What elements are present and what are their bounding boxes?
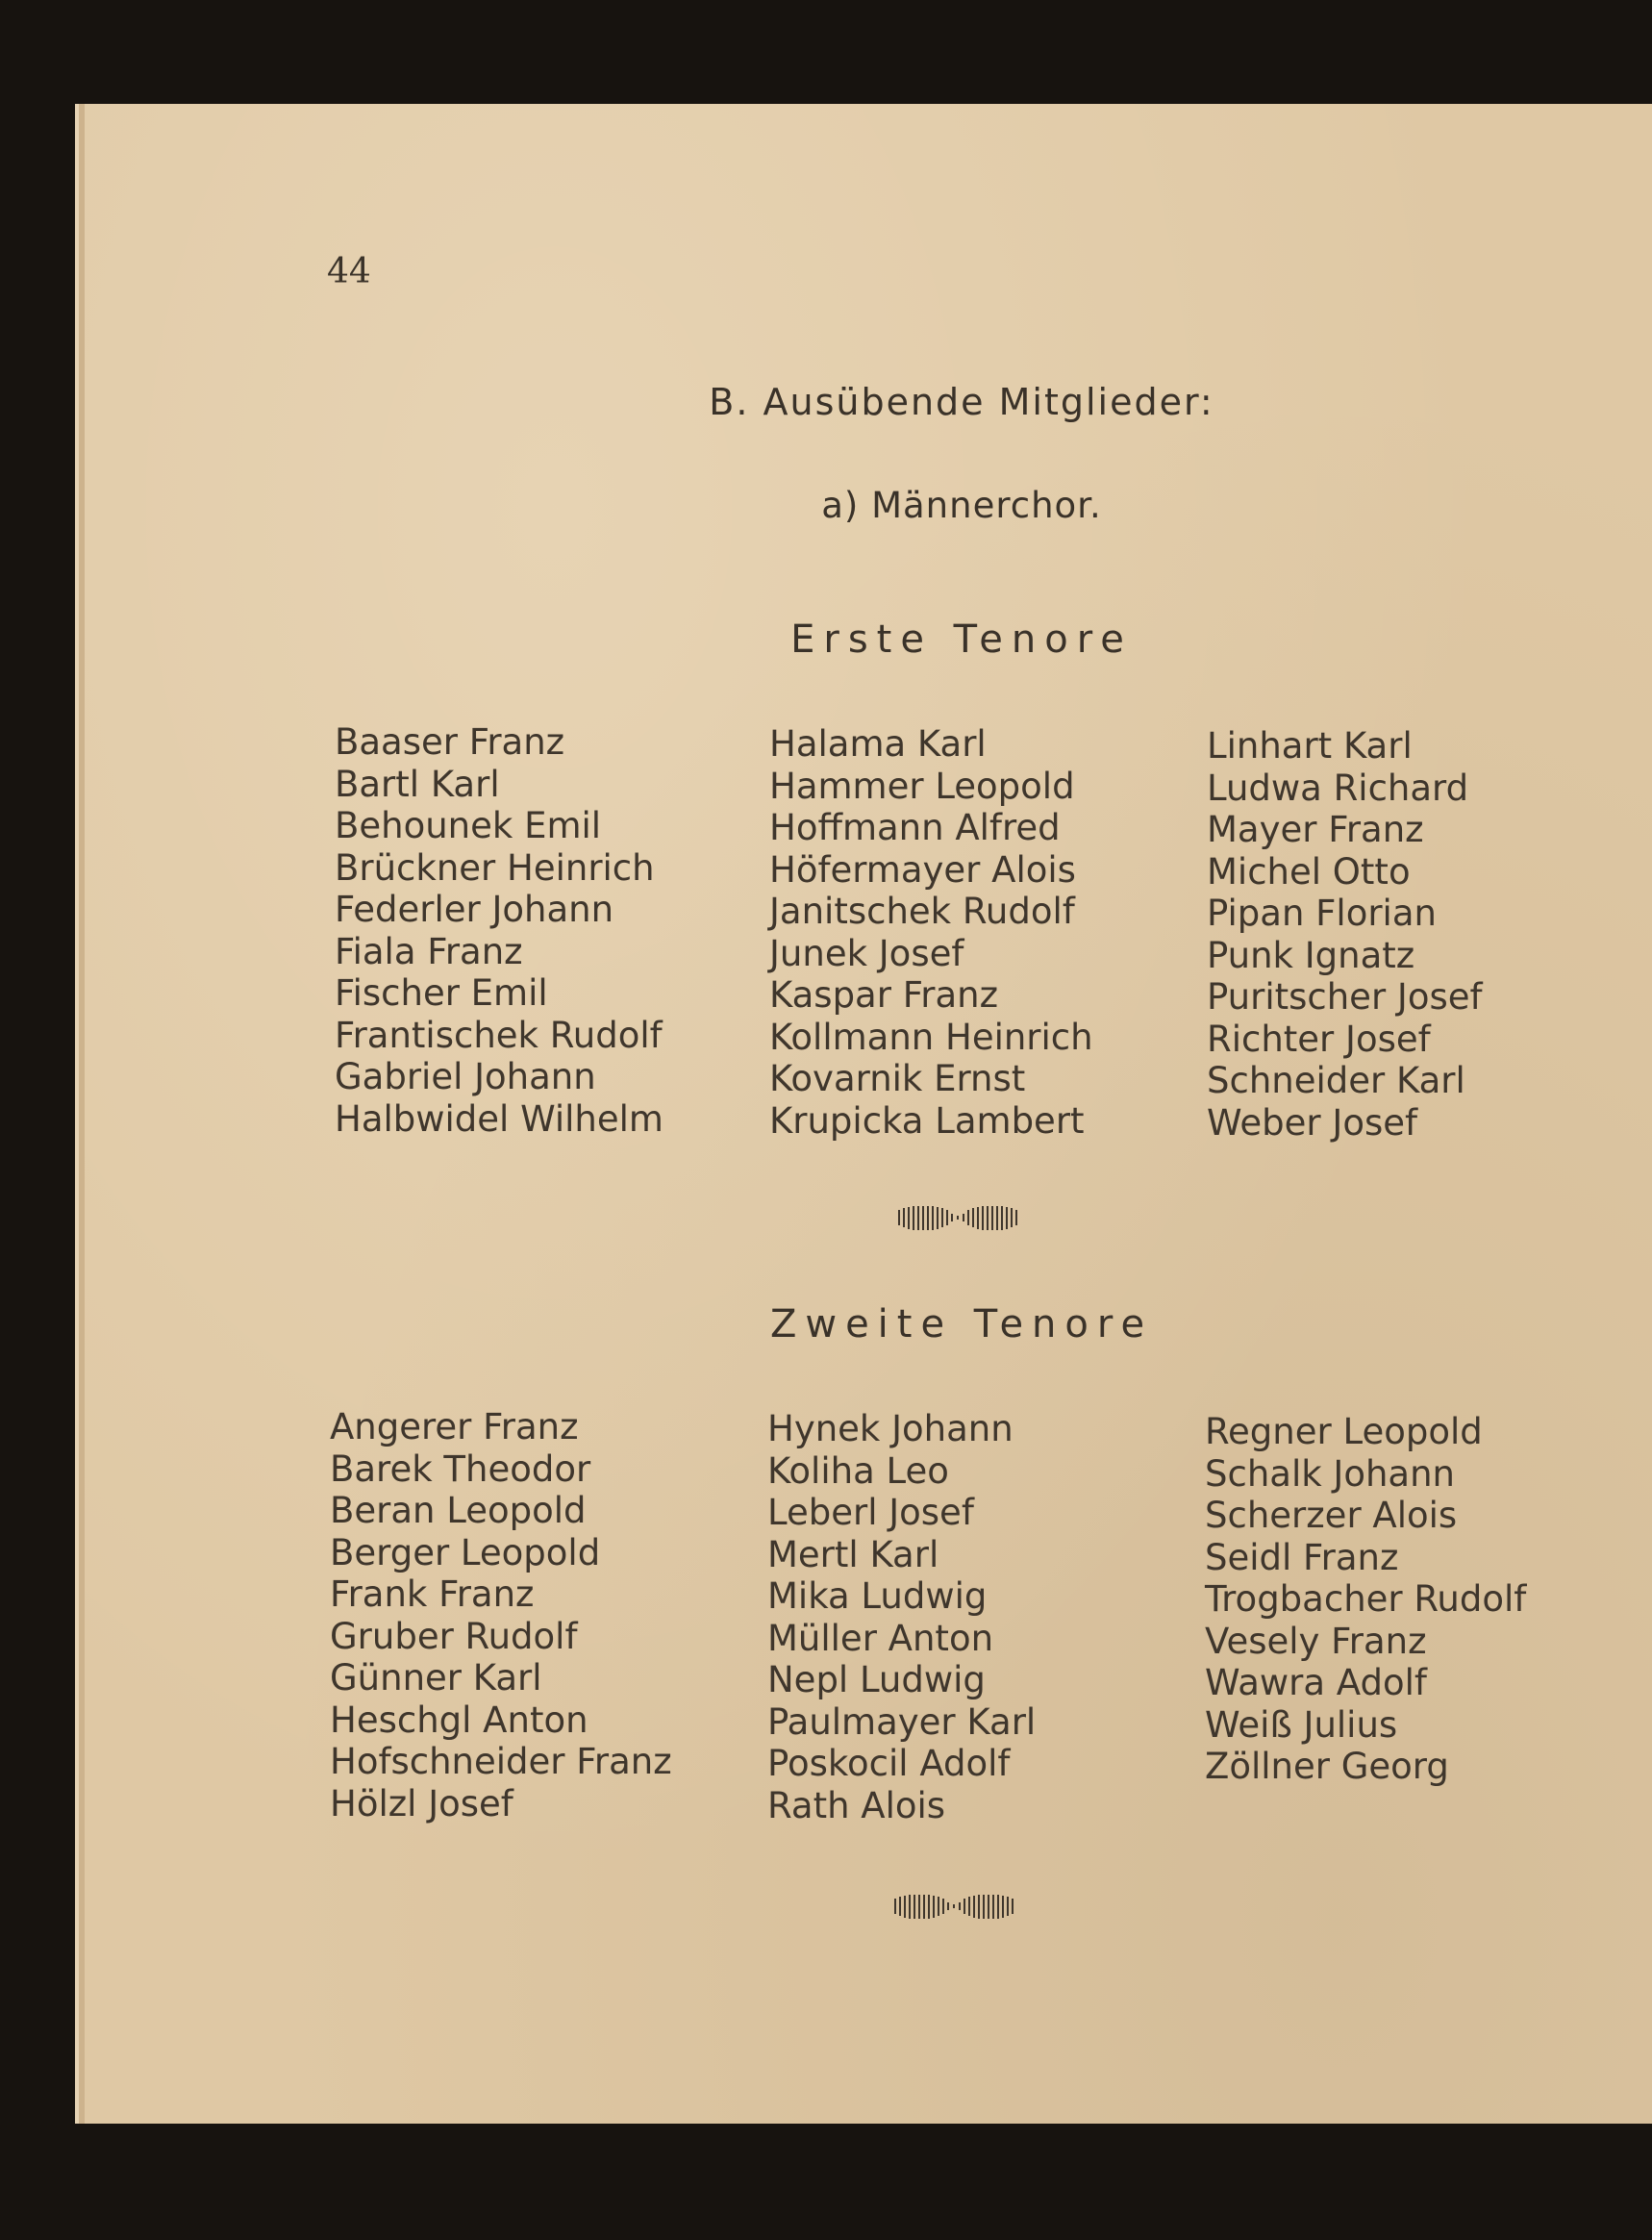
member-name: Mayer Franz <box>1207 809 1424 850</box>
member-name: Scherzer Alois <box>1205 1495 1458 1536</box>
member-name: Hölzl Josef <box>330 1782 513 1825</box>
member-name: Berger Leopold <box>330 1531 601 1573</box>
member-name: Höfermayer Alois <box>769 848 1076 891</box>
section-title: B. Ausübende Mitglieder: <box>709 381 1214 423</box>
member-name: Rath Alois <box>767 1784 946 1826</box>
member-name: Frantischek Rudolf <box>335 1014 663 1056</box>
voice-title-zweite-tenore: Zweite Tenore <box>769 1302 1154 1347</box>
voice-title-erste-tenore: Erste Tenore <box>790 617 1133 662</box>
member-name: Gabriel Johann <box>335 1056 596 1097</box>
member-name: Krupicka Lambert <box>769 1099 1085 1142</box>
member-name: Mika Ludwig <box>767 1575 988 1617</box>
member-name: Junek Josef <box>769 932 964 974</box>
member-column-3 <box>1205 1411 1526 1788</box>
member-name: Schneider Karl <box>1207 1060 1465 1101</box>
member-name: Hofschneider Franz <box>330 1741 672 1782</box>
member-name: Puritscher Josef <box>1207 976 1483 1018</box>
member-name: Pipan Florian <box>1207 893 1437 934</box>
member-name: Nepl Ludwig <box>767 1659 986 1700</box>
member-name: Hoffmann Alfred <box>769 807 1061 848</box>
member-name: Richter Josef <box>1207 1018 1431 1060</box>
member-column-3 <box>1207 725 1483 1144</box>
ornament-divider <box>892 1891 1017 1924</box>
member-name: Hammer Leopold <box>769 765 1075 807</box>
member-name: Weber Josef <box>1207 1101 1418 1144</box>
member-name: Günner Karl <box>330 1657 542 1699</box>
member-column-2 <box>769 723 1093 1142</box>
member-name: Zöllner Georg <box>1205 1746 1449 1787</box>
member-name: Punk Ignatz <box>1207 934 1415 976</box>
member-name: Heschgl Anton <box>330 1699 588 1741</box>
member-name: Schalk Johann <box>1205 1452 1455 1495</box>
member-name: Ludwa Richard <box>1207 767 1469 809</box>
member-name: Paulmayer Karl <box>767 1700 1037 1743</box>
member-column-1 <box>335 721 663 1140</box>
member-name: Vesely Franz <box>1205 1620 1427 1662</box>
member-name: Brückner Heinrich <box>335 846 655 889</box>
member-name: Fiala Franz <box>335 930 523 972</box>
member-name: Wawra Adolf <box>1205 1662 1427 1703</box>
member-name: Halbwidel Wilhelm <box>335 1097 663 1140</box>
member-name: Barek Theodor <box>330 1447 591 1490</box>
member-name: Koliha Leo <box>767 1449 949 1492</box>
member-name: Linhart Karl <box>1207 725 1413 767</box>
member-name: Kollmann Heinrich <box>769 1016 1093 1058</box>
member-name: Fischer Emil <box>335 972 548 1014</box>
member-name: Mertl Karl <box>767 1533 939 1575</box>
member-name: Poskocil Adolf <box>767 1743 1011 1784</box>
ornament-divider <box>896 1202 1021 1235</box>
member-name: Gruber Rudolf <box>330 1615 578 1657</box>
member-name: Federler Johann <box>335 889 614 930</box>
sub-title: a) Männerchor. <box>821 485 1102 526</box>
member-name: Trogbacher Rudolf <box>1205 1578 1527 1620</box>
member-name: Behounek Emil <box>335 805 602 846</box>
member-name: Frank Franz <box>330 1573 535 1615</box>
member-name: Janitschek Rudolf <box>769 891 1075 932</box>
member-name: Michel Otto <box>1207 850 1411 893</box>
member-name: Weiß Julius <box>1205 1703 1398 1746</box>
member-column-1 <box>330 1406 672 1825</box>
member-name: Bartl Karl <box>335 763 500 805</box>
member-name: Beran Leopold <box>330 1490 587 1531</box>
member-name: Halama Karl <box>769 723 987 765</box>
member-name: Angerer Franz <box>330 1406 579 1447</box>
member-column-2 <box>767 1408 1036 1826</box>
member-name: Leberl Josef <box>767 1492 974 1533</box>
member-name: Seidl Franz <box>1205 1536 1399 1578</box>
member-name: Müller Anton <box>767 1617 994 1659</box>
member-name: Regner Leopold <box>1205 1411 1483 1452</box>
member-name: Hynek Johann <box>767 1408 1014 1449</box>
member-name: Kaspar Franz <box>769 974 999 1016</box>
page-number: 44 <box>327 252 371 291</box>
member-name: Kovarnik Ernst <box>769 1058 1026 1099</box>
member-name: Baaser Franz <box>335 721 565 763</box>
